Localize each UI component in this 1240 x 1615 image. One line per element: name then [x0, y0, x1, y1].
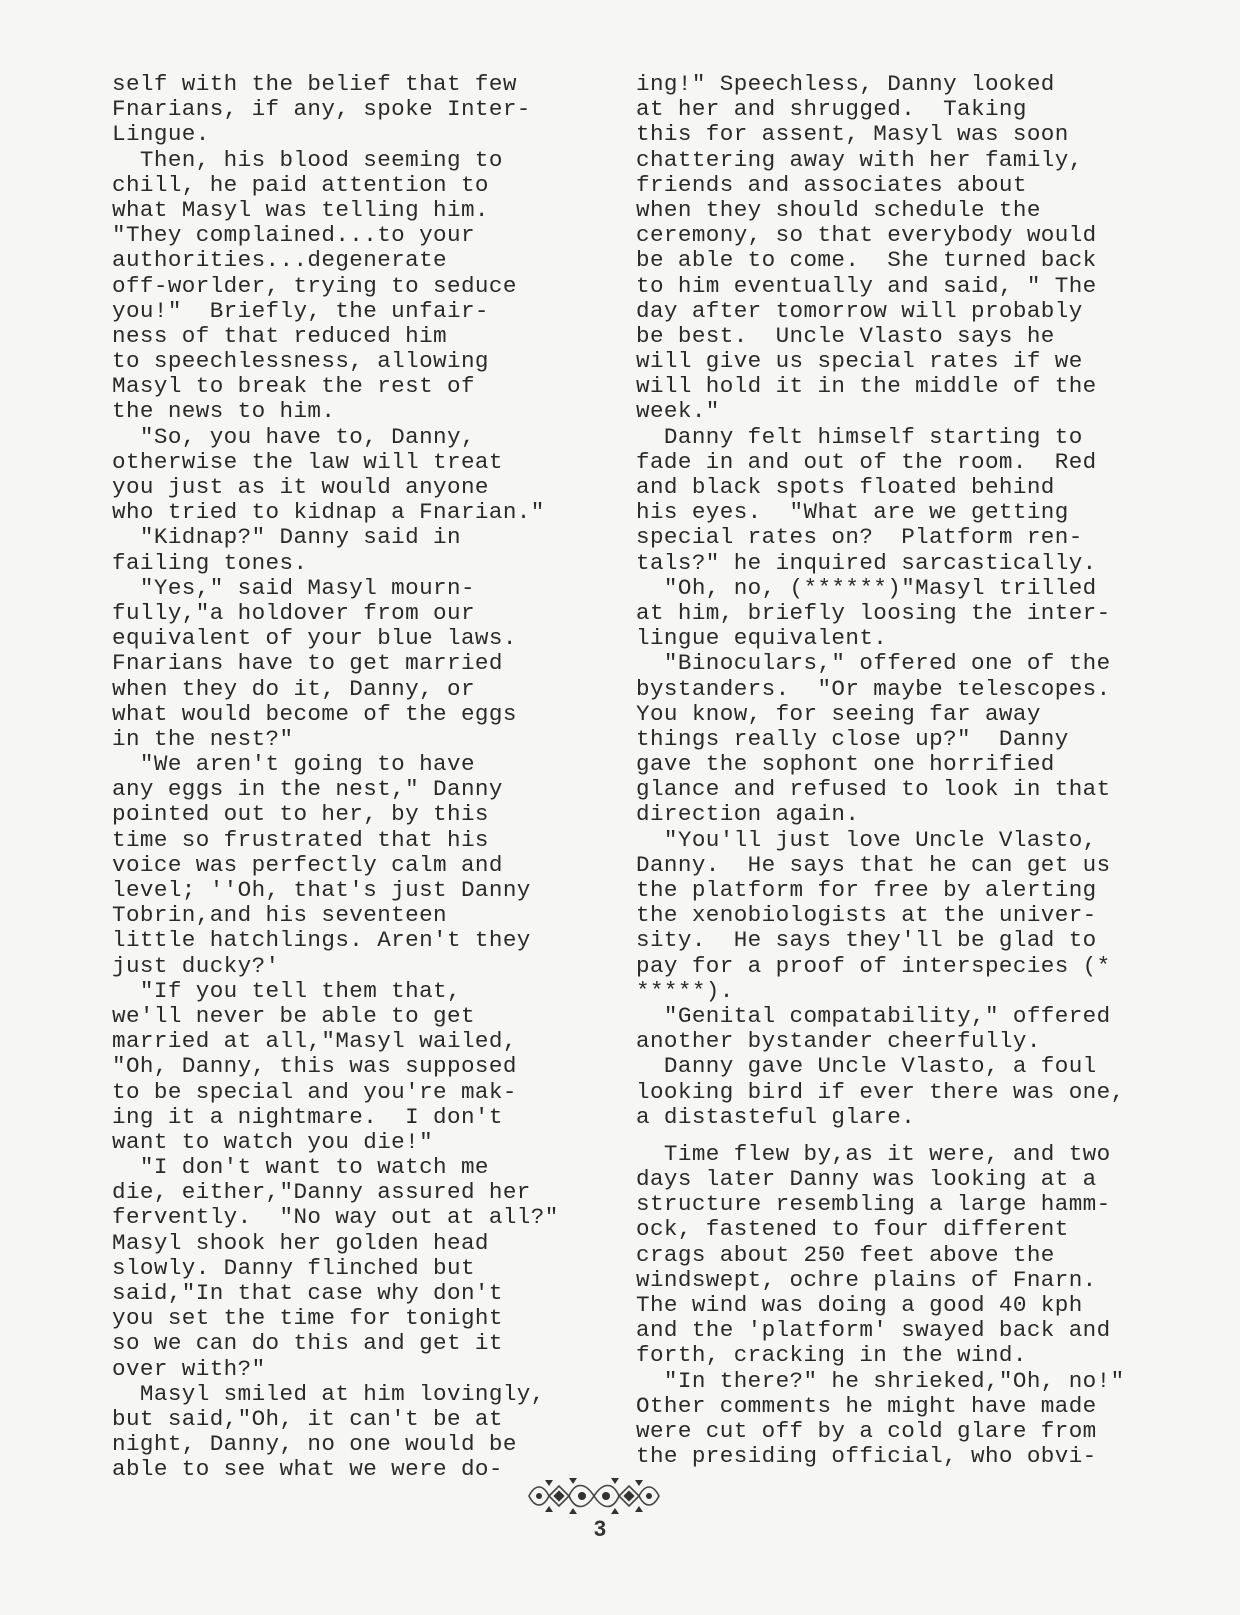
- right-column-text-line: tals?" he inquired sarcastically.: [636, 549, 1097, 576]
- right-column-text-line: looking bird if ever there was one,: [636, 1078, 1125, 1105]
- left-column-text-line: ness of that reduced him: [112, 322, 448, 349]
- right-column-text-line: at her and shrugged. Taking: [636, 96, 1027, 123]
- left-column-text-line: when they do it, Danny, or: [112, 675, 475, 702]
- right-column-text-line: ock, fastened to four different: [636, 1216, 1069, 1243]
- left-column-text-line: die, either,"Danny assured her: [112, 1179, 531, 1206]
- left-column-text-line: so we can do this and get it: [112, 1330, 503, 1357]
- left-column-text-line: married at all,"Masyl wailed,: [112, 1028, 517, 1055]
- right-column-text-line: this for assent, Masyl was soon: [636, 121, 1069, 148]
- right-column-text-line: to him eventually and said, " The: [636, 272, 1097, 299]
- left-column-text-line: otherwise the law will treat: [112, 448, 503, 475]
- right-column-text-line: were cut off by a cold glare from: [636, 1417, 1097, 1444]
- right-column-text-line: Time flew by,as it were, and two: [636, 1140, 1111, 1167]
- right-column-text-line: the platform for free by alerting: [636, 877, 1097, 903]
- right-column-text-line: pay for a proof of interspecies (*: [636, 952, 1111, 979]
- right-column-text-line: will give us special rates if we: [636, 348, 1083, 375]
- left-column-text-line: said,"In that case why don't: [112, 1280, 503, 1306]
- right-column-text-line: and the 'platform' swayed back and: [636, 1317, 1111, 1344]
- left-column-text-line: level; ''Oh, that's just Danny: [112, 877, 531, 903]
- left-column-text-line: any eggs in the nest," Danny: [112, 776, 503, 803]
- right-column-text-line: ceremony, so that everybody would: [636, 222, 1097, 249]
- left-column-text-line: time so frustrated that his: [112, 826, 489, 853]
- left-column-text-line: but said,"Oh, it can't be at: [112, 1405, 503, 1432]
- left-column-text-line: chill, he paid attention to: [112, 171, 489, 198]
- left-column-text-line: the news to him.: [112, 398, 336, 425]
- left-column-text-line: slowly. Danny flinched but: [112, 1254, 475, 1281]
- page-number: 3: [593, 1516, 607, 1541]
- right-column-text-line: sity. He says they'll be glad to: [636, 927, 1097, 954]
- right-column-text-line: forth, cracking in the wind.: [636, 1342, 1027, 1369]
- right-column-text-line: The wind was doing a good 40 kph: [636, 1292, 1083, 1318]
- left-column-text-line: pointed out to her, by this: [112, 801, 489, 828]
- left-column-text-line: fully,"a holdover from our: [112, 599, 475, 626]
- right-column-text-line: Danny gave Uncle Vlasto, a foul: [636, 1053, 1097, 1080]
- left-column-text-line: "We aren't going to have: [112, 751, 475, 778]
- right-column-text-line: the presiding official, who obvi-: [636, 1443, 1097, 1470]
- right-column-text-line: Danny. He says that he can get us: [636, 851, 1111, 878]
- left-column-text-line: over with?": [112, 1355, 266, 1382]
- left-column-text-line: "Kidnap?" Danny said in: [112, 524, 461, 551]
- left-column-text-line: off-worlder, trying to seduce: [112, 272, 517, 299]
- left-column-text-line: "Yes," said Masyl mourn-: [112, 574, 475, 601]
- left-column-text-line: "So, you have to, Danny,: [112, 423, 475, 450]
- left-column-text-line: "I don't want to watch me: [112, 1154, 489, 1181]
- left-column-text-line: Fnarians, if any, spoke Inter-: [112, 96, 531, 123]
- right-column-text-line: gave the sophont one horrified: [636, 751, 1055, 778]
- right-column-text-line: You know, for seeing far away: [636, 700, 1041, 727]
- left-column-text-line: equivalent of your blue laws.: [112, 625, 517, 652]
- left-column-text-line: to be special and you're mak-: [112, 1078, 517, 1105]
- right-column-text-line: Other comments he might have made: [636, 1392, 1097, 1419]
- right-column-text-line: day after tomorrow will probably: [636, 297, 1083, 324]
- left-column-text-line: Lingue.: [112, 121, 210, 148]
- right-column-text-line: at him, briefly loosing the inter-: [636, 599, 1111, 626]
- left-column-text-line: want to watch you die!": [112, 1128, 434, 1155]
- right-column-text-line: week.": [636, 398, 720, 425]
- left-column-text-line: to speechlessness, allowing: [112, 348, 489, 375]
- left-column-text-line: who tried to kidnap a Fnarian.": [112, 499, 545, 526]
- right-column-text-line: windswept, ochre plains of Fnarn.: [636, 1266, 1097, 1293]
- right-column-text-line: the xenobiologists at the univer-: [636, 902, 1097, 929]
- left-column-text-line: in the nest?": [112, 725, 294, 752]
- left-text-column: [112, 72, 582, 1483]
- right-column-text-line: will hold it in the middle of the: [636, 373, 1097, 400]
- right-column-text-line: "You'll just love Uncle Vlasto,: [636, 826, 1097, 853]
- left-column-text-line: Tobrin,and his seventeen: [112, 902, 448, 929]
- right-column-text-line: *****).: [636, 977, 734, 1004]
- right-column-text-line: be able to come. She turned back: [636, 247, 1097, 274]
- left-column-text-line: you just as it would anyone: [112, 474, 489, 500]
- right-column-text-line: things really close up?" Danny: [636, 725, 1069, 752]
- left-column-text-line: "They complained...to your: [112, 222, 475, 249]
- right-column-text-line: lingue equivalent.: [636, 625, 888, 652]
- right-column-text-line: days later Danny was looking at a: [636, 1166, 1097, 1193]
- decorative-ornament-icon: [525, 1476, 663, 1516]
- left-column-text-line: voice was perfectly calm and: [112, 851, 503, 878]
- left-column-text-line: what would become of the eggs: [112, 700, 517, 727]
- left-column-text-line: little hatchlings. Aren't they: [112, 927, 531, 954]
- left-column-text-line: fervently. "No way out at all?": [112, 1204, 559, 1231]
- left-column-text-line: ing it a nightmare. I don't: [112, 1103, 503, 1130]
- left-column-text-line: failing tones.: [112, 549, 308, 576]
- left-column-text-line: Masyl to break the rest of: [112, 373, 475, 400]
- right-column-text-line: friends and associates about: [636, 171, 1027, 198]
- right-column-text-line: "Oh, no, (******)"Masyl trilled: [636, 574, 1097, 601]
- right-column-text-line: and black spots floated behind: [636, 474, 1055, 500]
- right-column-text-line: "Genital compatability," offered: [636, 1002, 1111, 1029]
- right-column-text-line: special rates on? Platform ren-: [636, 524, 1083, 551]
- right-column-text-line: "Binoculars," offered one of the: [636, 650, 1111, 677]
- right-column-text-line: ing!" Speechless, Danny looked: [636, 71, 1055, 97]
- right-column-text-line: glance and refused to look in that: [636, 776, 1111, 803]
- left-column-text-line: "Oh, Danny, this was supposed: [112, 1053, 517, 1080]
- left-column-text-line: Masyl shook her golden head: [112, 1229, 489, 1256]
- right-column-text-line: his eyes. "What are we getting: [636, 499, 1069, 526]
- left-column-text-line: just ducky?': [112, 952, 280, 979]
- left-column-text-line: you!" Briefly, the unfair-: [112, 297, 489, 324]
- right-column-text-line: structure resembling a large hamm-: [636, 1191, 1111, 1218]
- left-column-text-line: what Masyl was telling him.: [112, 196, 489, 223]
- right-column-text-line: Danny felt himself starting to: [636, 423, 1083, 450]
- left-column-text-line: Then, his blood seeming to: [112, 146, 503, 173]
- right-column-text-line: another bystander cheerfully.: [636, 1028, 1041, 1055]
- right-column-text-line: bystanders. "Or maybe telescopes.: [636, 675, 1111, 702]
- left-column-text-line: we'll never be able to get: [112, 1002, 475, 1029]
- left-column-text-line: self with the belief that few: [112, 71, 517, 97]
- left-column-text-line: Fnarians have to get married: [112, 650, 503, 677]
- right-column-text-line: crags about 250 feet above the: [636, 1241, 1055, 1268]
- right-column-text-line: a distasteful glare.: [636, 1103, 916, 1130]
- left-column-text-line: night, Danny, no one would be: [112, 1431, 517, 1458]
- left-column-text-line: able to see what we were do-: [112, 1456, 503, 1483]
- right-column-text-line: "In there?" he shrieked,"Oh, no!": [636, 1367, 1125, 1394]
- right-column-text-line: when they should schedule the: [636, 196, 1041, 223]
- right-column-text-line: fade in and out of the room. Red: [636, 448, 1097, 475]
- right-text-column: [636, 72, 1156, 1469]
- right-column-text-line: direction again.: [636, 801, 860, 828]
- right-column-text-line: chattering away with her family,: [636, 146, 1083, 173]
- left-column-text-line: "If you tell them that,: [112, 977, 461, 1004]
- left-column-text-line: authorities...degenerate: [112, 247, 448, 274]
- left-column-text-line: you set the time for tonight: [112, 1305, 503, 1332]
- right-column-text-line: be best. Uncle Vlasto says he: [636, 322, 1055, 349]
- left-column-text-line: Masyl smiled at him lovingly,: [112, 1380, 545, 1407]
